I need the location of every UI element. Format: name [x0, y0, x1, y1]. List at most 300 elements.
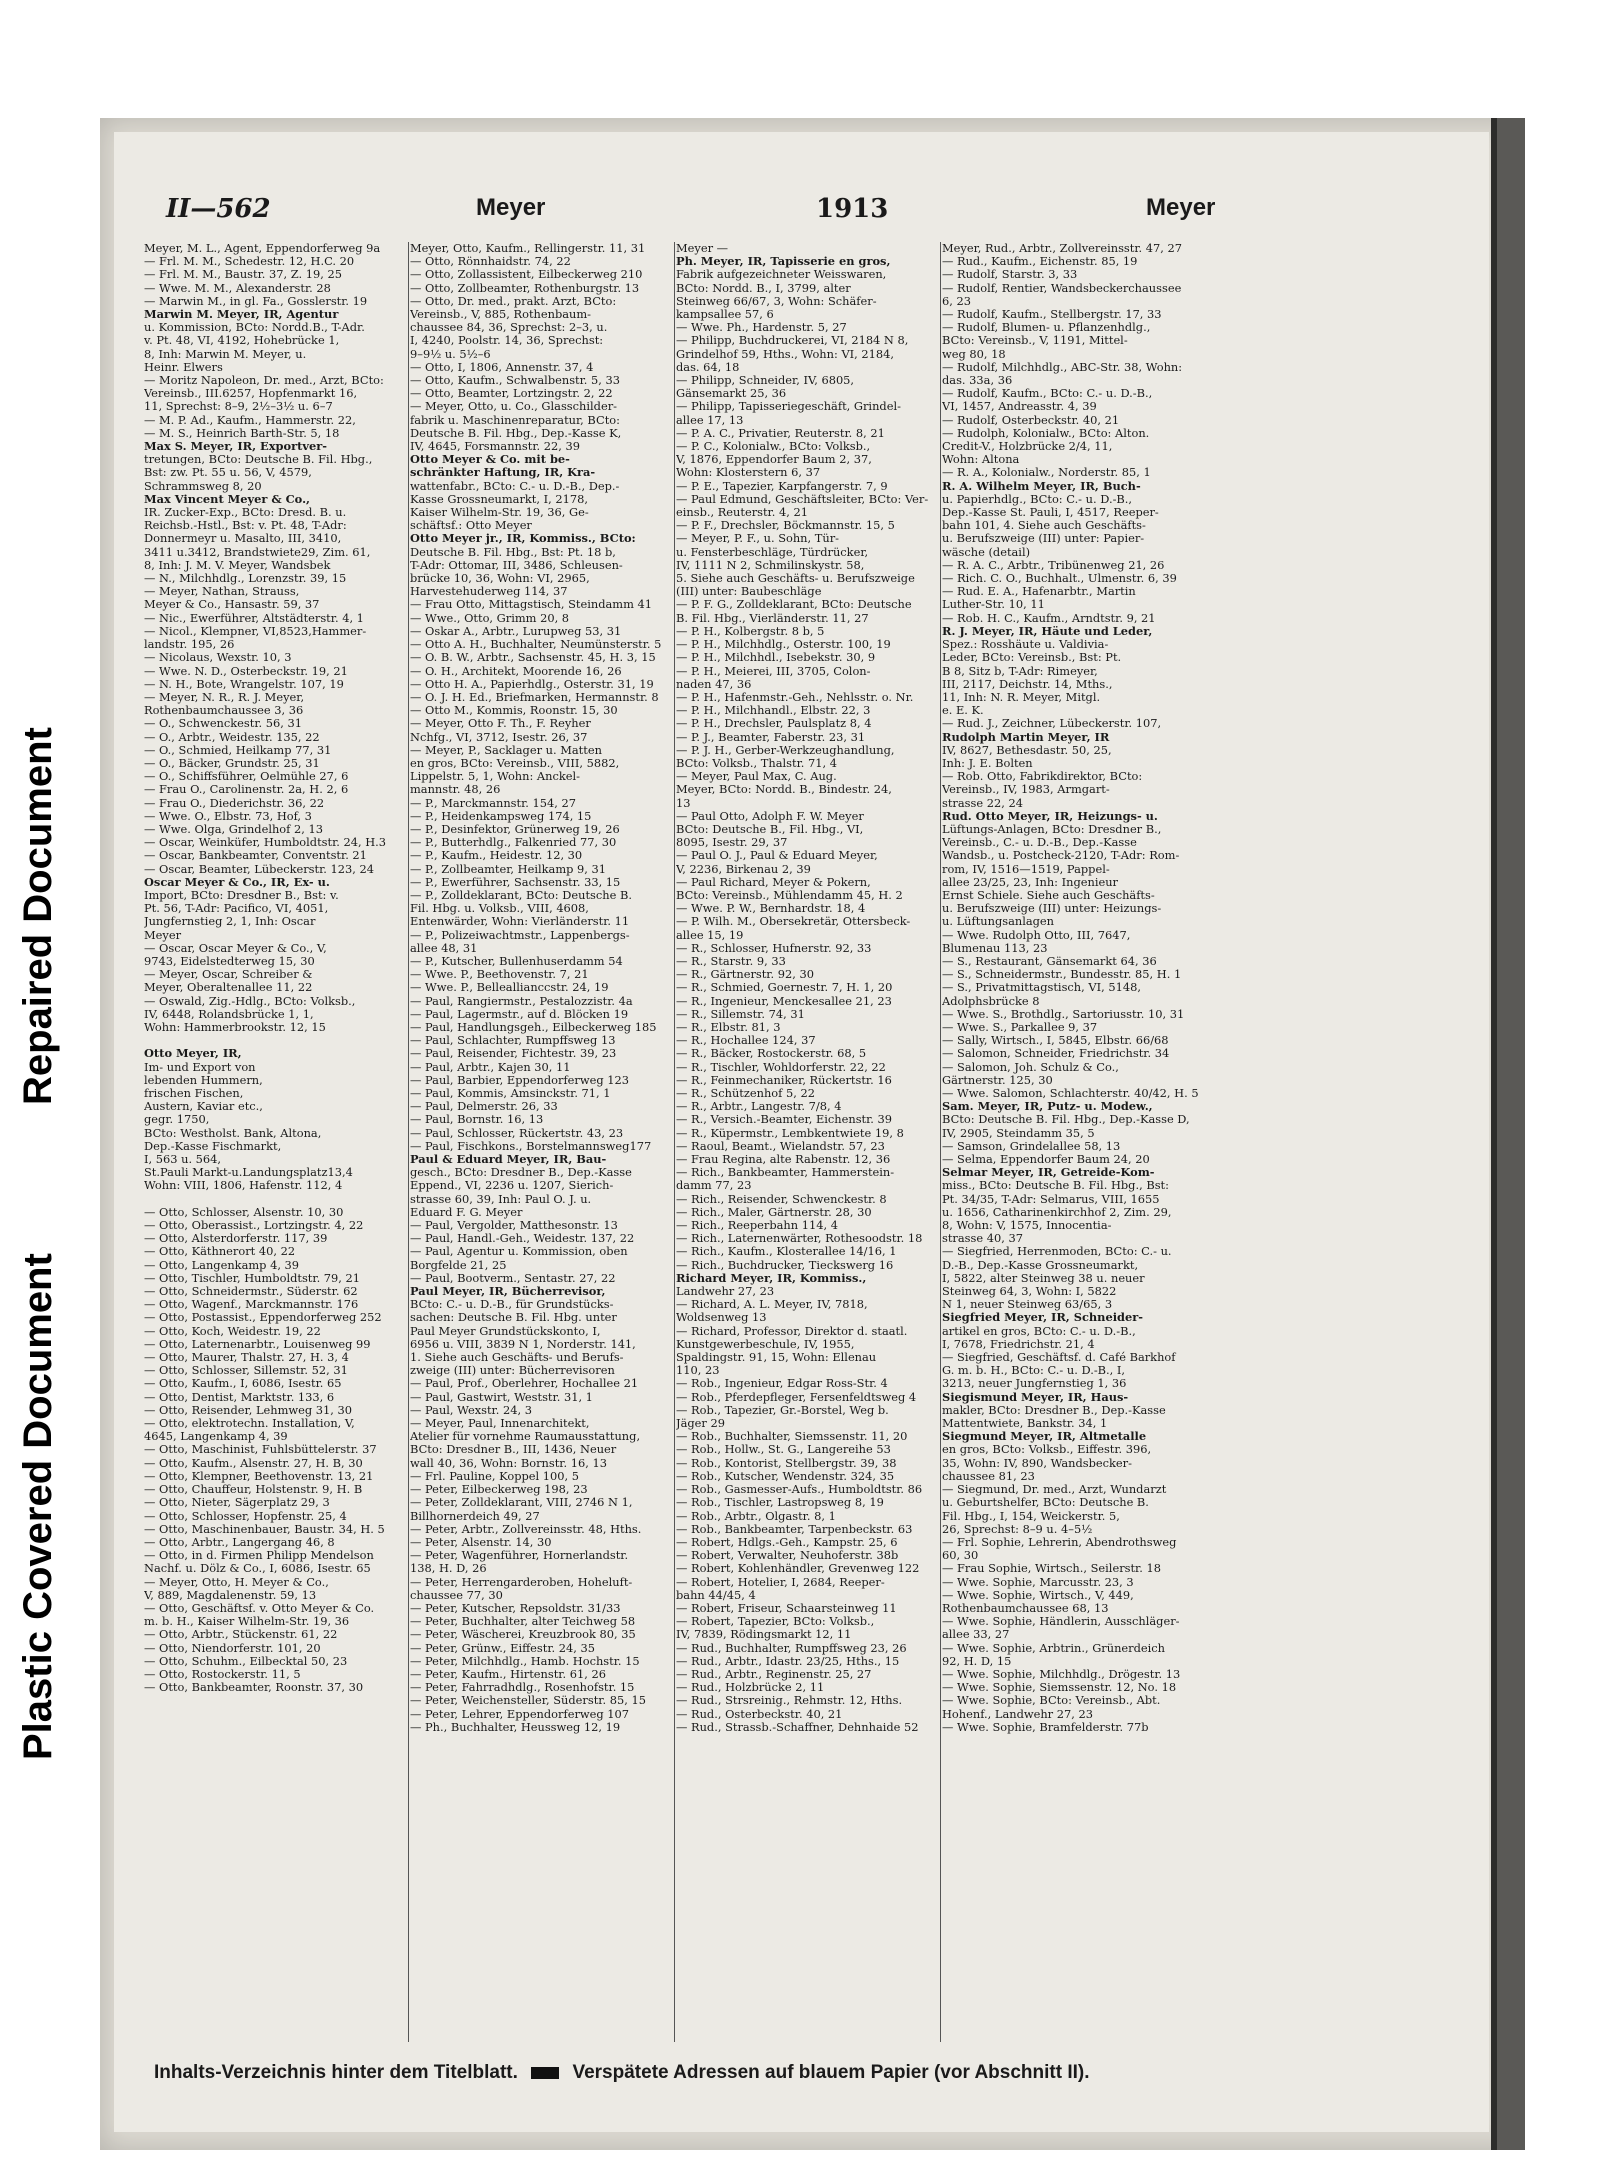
directory-entry-line: — Paul, Arbtr., Kajen 30, 11 [410, 1060, 571, 1074]
directory-entry-line: Richard Meyer, IR, Kommiss., [676, 1271, 867, 1285]
directory-entry-line: Paul & Eduard Meyer, IR, Bau- [410, 1153, 607, 1167]
directory-entry-line: G. m. b. H., BCto: C.- u. D.-B., I, [942, 1364, 1126, 1378]
directory-entry-line: — Wwe. Olga, Grindelhof 2, 13 [144, 822, 323, 836]
directory-entry-line: Kasse Grossneumarkt, I, 2178, [410, 492, 588, 506]
directory-entry-line: Meyer, M. L., Agent, Eppendorferweg 9a [144, 242, 381, 255]
directory-entry-line: — R. A., Kolonialw., Norderstr. 85, 1 [942, 466, 1151, 480]
directory-entry-line: lebenden Hummern, [144, 1073, 263, 1087]
directory-entry-line: — Peter, Zolldeklarant, VIII, 2746 N 1, [410, 1496, 633, 1510]
directory-entry-line: Lüftungs-Anlagen, BCto: Dresdner B., [942, 822, 1162, 836]
directory-entry-line: — Meyer, Otto, H. Meyer & Co., [144, 1575, 329, 1589]
directory-entry-line: — Peter, Arbtr., Zollvereinsstr. 48, Hths. [410, 1522, 642, 1536]
directory-entry-line: Steinweg 64, 3, Wohn: I, 5822 [942, 1285, 1117, 1299]
directory-entry-line: — Wwe. Sophie, BCto: Vereinsb., Abt. [942, 1694, 1161, 1708]
directory-entry-line: Wohn: Altona [942, 453, 1020, 467]
directory-entry-line: — Otto, Maschinist, Fuhlsbüttelerstr. 37 [144, 1443, 377, 1457]
column-3 [676, 242, 938, 2042]
directory-entry-line: Blumenau 113, 23 [942, 941, 1048, 955]
directory-entry-line: IV, 2905, Steindamm 35, 5 [942, 1126, 1095, 1140]
directory-entry-line: gesch., BCto: Dresdner B., Dep.-Kasse [410, 1166, 632, 1180]
directory-entry-line: 11, Sprechst: 8–9, 2½–3½ u. 6–7 [144, 400, 333, 414]
directory-entry-line: Meyer & Co., Hansastr. 59, 37 [144, 598, 320, 612]
directory-entry-line: Austern, Kaviar etc., [144, 1100, 263, 1114]
directory-entry-line: — Wwe. P., Belleallianccstr. 24, 19 [410, 981, 609, 995]
directory-entry-line: Rothenbaumchaussee 68, 13 [942, 1601, 1109, 1615]
directory-entry-line: zweige (III) unter: Bücherrevisoren [410, 1364, 615, 1378]
directory-entry-line: Donnermeyr u. Masalto, III, 3410, [144, 532, 342, 546]
directory-entry-line: 4645, Langenkamp 4, 39 [144, 1430, 288, 1444]
directory-entry-line: kampsallee 57, 6 [676, 308, 774, 322]
directory-entry-line: Billhornerdeich 49, 27 [410, 1509, 540, 1523]
directory-entry-line: — Wwe. Salomon, Schlachterstr. 40/42, H. 5 [942, 1087, 1199, 1100]
directory-entry-line: — Otto, Kaufm., I, 6086, Isestr. 65 [144, 1377, 342, 1391]
directory-entry-line: 35, Wohn: IV, 890, Wandsbecker- [942, 1456, 1132, 1470]
directory-entry-line: Hohenf., Landwehr 27, 23 [942, 1707, 1093, 1721]
directory-entry-line: — Otto, Schuhm., Eilbecktal 50, 23 [144, 1654, 348, 1668]
directory-entry-line: Siegmund Meyer, IR, Altmetalle [942, 1430, 1147, 1444]
directory-entry-line: — Otto, Schlosser, Hopfenstr. 25, 4 [144, 1509, 347, 1523]
directory-entry-line: — Paul Richard, Meyer & Pokern, [676, 875, 871, 889]
directory-entry-line: — Frl. M. M., Baustr. 37, Z. 19, 25 [144, 268, 342, 282]
directory-entry-line: — Rud., Arbtr., Reginenstr. 25, 27 [676, 1667, 872, 1681]
directory-entry-line: — Rich., Kaufm., Klosterallee 14/16, 1 [676, 1245, 897, 1259]
directory-entry-line: Adolphsbrücke 8 [942, 994, 1040, 1008]
footer-index-note: Inhalts-Verzeichnis hinter dem Titelblatt. [154, 2062, 518, 2083]
directory-entry-line: — Rich., Laternenwärter, Rothesoodstr. 18 [676, 1232, 923, 1246]
running-head-year: 1913 [816, 194, 889, 224]
column-rule [940, 242, 941, 2042]
directory-entry-line: — R., Schlosser, Hufnerstr. 92, 33 [676, 941, 872, 955]
directory-entry-line: — Meyer, P., Sacklager u. Matten [410, 743, 602, 757]
directory-entry-line: — Peter, Lehrer, Eppendorferweg 107 [410, 1707, 630, 1721]
directory-entry-line: — R., Elbstr. 81, 3 [676, 1020, 781, 1034]
directory-entry-line: — Rich., Buchdrucker, Tieckswerg 16 [676, 1258, 894, 1272]
directory-entry-line: bahn 101, 4. Siehe auch Geschäfts- [942, 519, 1146, 533]
footer-note [154, 2062, 1214, 2092]
directory-entry-line: wattenfabr., BCto: C.- u. D.-B., Dep.- [410, 479, 620, 493]
directory-entry-line: 3213, neuer Jungfernstieg 1, 36 [942, 1377, 1127, 1391]
directory-entry-line: — O. H., Architekt, Moorende 16, 26 [410, 664, 622, 678]
directory-entry-line: — Rob., Buchhalter, Siemssenstr. 11, 20 [676, 1430, 908, 1444]
directory-entry-line: — Rudolf, Kaufm., Stellbergstr. 17, 33 [942, 308, 1162, 322]
directory-entry-line: — P. H., Kolbergstr. 8 b, 5 [676, 624, 825, 638]
directory-entry-line: artikel en gros, BCto: C.- u. D.-B., [942, 1324, 1136, 1338]
directory-entry-line: — Otto, Schlosser, Alsenstr. 10, 30 [144, 1205, 344, 1219]
directory-entry-line: — Rob., Hollw., St. G., Langereihe 53 [676, 1443, 891, 1457]
directory-entry-line: — Philipp, Schneider, IV, 6805, [676, 374, 855, 388]
directory-entry-line: IR. Zucker-Exp., BCto: Dresd. B. u. [144, 506, 347, 520]
repaired-document-label: Repaired Document [16, 727, 60, 1105]
directory-entry-line: R. A. Wilhelm Meyer, IR, Buch- [942, 479, 1141, 493]
directory-entry-line: — P. H., Milchhandl., Elbstr. 22, 3 [676, 704, 871, 718]
directory-entry-line: — Meyer, Paul, Innenarchitekt, [410, 1417, 590, 1431]
directory-entry-line: BCto: Westholst. Bank, Altona, [144, 1126, 322, 1140]
directory-entry-line: Jungfernstieg 2, 1, Inh: Oscar [144, 915, 316, 929]
directory-entry-line: 6, 23 [942, 294, 971, 308]
directory-entry-line: — Frau Otto, Mittagstisch, Steindamm 41 [410, 598, 653, 612]
directory-entry-line: Max S. Meyer, IR, Exportver- [144, 440, 327, 454]
column-1 [144, 242, 406, 2042]
directory-entry-line: BCto: Nordd. B., I, 3799, alter [676, 281, 851, 295]
directory-entry-line: — Philipp, Tapisseriegeschäft, Grindel- [676, 400, 901, 414]
directory-entry-line: Spaldingstr. 91, 15, Wohn: Ellenau [676, 1351, 877, 1365]
directory-entry-line: Borgfelde 21, 25 [410, 1258, 507, 1272]
directory-entry-line: — P. E., Tapezier, Karpfangerstr. 7, 9 [676, 479, 888, 493]
directory-entry-line: — Wwe. Sophie, Händlerin, Ausschläger- [942, 1615, 1180, 1629]
directory-entry-line: — Meyer, Otto, u. Co., Glasschilder- [410, 400, 617, 414]
directory-entry-line [144, 1034, 406, 1047]
directory-entry-line: I, 7678, Friedrichstr. 21, 4 [942, 1337, 1095, 1351]
directory-entry-line: strasse 22, 24 [942, 796, 1023, 810]
directory-entry-line: das. 64, 18 [676, 360, 740, 374]
directory-entry-line: — Rud., Strassb.-Schaffner, Dehnhaide 52 [676, 1720, 919, 1734]
directory-entry-line: BCto: Vereinsb., V, 1191, Mittel- [942, 334, 1128, 348]
directory-entry-line: IV, 4645, Forsmannstr. 22, 39 [410, 440, 580, 454]
directory-entry-line: — Otto, Wagenf., Marckmannstr. 176 [144, 1298, 359, 1312]
directory-entry-line: — Wwe. Sophie, Arbtrin., Grünerdeich [942, 1641, 1165, 1655]
running-head-left-word: Meyer [476, 194, 546, 221]
directory-entry-line: — Rich., Maler, Gärtnerstr. 28, 30 [676, 1205, 872, 1219]
footer-late-addresses-note: Verspätete Adressen auf blauem Papier (vor Abschnitt II). [572, 2062, 1090, 2083]
directory-entry-line: — O., Schwenckestr. 56, 31 [144, 717, 302, 731]
directory-entry-line: Dep.-Kasse St. Pauli, I, 4517, Reeper- [942, 506, 1159, 520]
directory-entry-line: — P., Butterhdlg., Falkenried 77, 30 [410, 836, 617, 850]
directory-entry-line: Steinweg 66/67, 3, Wohn: Schäfer- [676, 294, 877, 308]
directory-entry-line: — Otto, Kaufm., Schwalbenstr. 5, 33 [410, 374, 621, 388]
directory-entry-line: u. 1656, Catharinenkirchhof 2, Zim. 29, [942, 1205, 1172, 1219]
directory-entry-line: — Otto, Beamter, Lortzingstr. 2, 22 [410, 387, 613, 401]
directory-entry-line: IV, 7839, Rödingsmarkt 12, 11 [676, 1628, 852, 1642]
directory-entry-line: Siegismund Meyer, IR, Haus- [942, 1390, 1129, 1404]
directory-entry-line: — Wwe. Sophie, Bramfelderstr. 77b [942, 1720, 1149, 1734]
directory-entry-line: — Rud., Strsreinig., Rehmstr. 12, Hths. [676, 1694, 903, 1708]
directory-entry-line: — Rob., Gasmesser-Aufs., Humboldtstr. 86 [676, 1483, 923, 1497]
directory-entry-line: — Otto, Dentist, Marktstr. 133, 6 [144, 1390, 335, 1404]
directory-entry-line: IV, 8627, Bethesdastr. 50, 25, [942, 743, 1112, 757]
directory-entry-line: BCto: Deutsche B., Fil. Hbg., VI, [676, 822, 864, 836]
directory-entry-line: naden 47, 36 [676, 677, 752, 691]
directory-entry-line: Meyer [144, 928, 182, 942]
directory-entry-line: das. 33a, 36 [942, 374, 1013, 388]
directory-entry-line: — Peter, Milchhdlg., Hamb. Hochstr. 15 [410, 1654, 640, 1668]
directory-entry-line: 92, H. D, 15 [942, 1654, 1012, 1668]
directory-entry-line: Fabrik aufgezeichneter Weisswaren, [676, 268, 887, 282]
directory-entry-line: — P., Kaufm., Heidestr. 12, 30 [410, 849, 583, 863]
directory-entry-line: — Otto, Schneidermstr., Süderstr. 62 [144, 1285, 358, 1299]
directory-entry-line: I, 563 u. 564, [144, 1153, 222, 1167]
column-rule [674, 242, 675, 2042]
directory-entry-line: — Richard, Professor, Direktor d. staatl. [676, 1324, 908, 1338]
directory-entry-line: — Paul Edmund, Geschäftsleiter, BCto: Ver- [676, 492, 929, 506]
plastic-covered-label: Plastic Covered Document [16, 1253, 60, 1760]
directory-entry-line: — Frau O., Carolinenstr. 2a, H. 2, 6 [144, 783, 349, 797]
directory-entry-line: — R., Ingenieur, Menckesallee 21, 23 [676, 994, 892, 1008]
directory-entry-line: — Rudolf, Rentier, Wandsbeckerchaussee [942, 281, 1182, 295]
directory-entry-line: — Otto, Langenkamp 4, 39 [144, 1258, 300, 1272]
directory-entry-line: — Otto, Niendorferstr. 101, 20 [144, 1641, 321, 1655]
directory-entry-line: Luther-Str. 10, 11 [942, 598, 1045, 612]
directory-entry-line: — Wwe. S., Parkallee 9, 37 [942, 1020, 1098, 1034]
directory-entry-line: — P. Wilh. M., Obersekretär, Ottersbeck- [676, 915, 911, 929]
directory-entry-line: Ph. Meyer, IR, Tapisserie en gros, [676, 255, 891, 269]
directory-entry-line: — Paul, Fischkons., Borstelmannsweg177 [410, 1139, 652, 1153]
directory-entry-line: — Otto, Zollbeamter, Rothenburgstr. 13 [410, 281, 640, 295]
directory-entry-line: Otto Meyer jr., IR, Kommiss., BCto: [410, 532, 636, 546]
directory-entry-line: V, 2236, Birkenau 2, 39 [676, 862, 811, 876]
directory-entry-line: — Otto H. A., Papierhdlg., Osterstr. 31, 19 [410, 677, 654, 691]
directory-entry-line: Max Vincent Meyer & Co., [144, 492, 311, 506]
directory-entry-line: Vereinsb., C.- u. D.-B., Dep.-Kasse [942, 836, 1137, 850]
directory-entry-line: — Oswald, Zig.-Hdlg., BCto: Volksb., [144, 994, 356, 1008]
directory-entry-line: Rud. Otto Meyer, IR, Heizungs- u. [942, 809, 1158, 823]
directory-entry-line: Paul Meyer, IR, Bücherrevisor, [410, 1285, 606, 1299]
directory-entry-line: Sam. Meyer, IR, Putz- u. Modew., [942, 1100, 1153, 1114]
directory-entry-line: — Rud., Kaufm., Eichenstr. 85, 19 [942, 255, 1138, 269]
directory-entry-line: schäftsf.: Otto Meyer [410, 519, 532, 533]
directory-entry-line: Credit-V., Holzbrücke 2/4, 11, [942, 440, 1113, 454]
directory-entry-line: — S., Privatmittagstisch, VI, 5148, [942, 981, 1141, 995]
directory-entry-line: — M. P. Ad., Kaufm., Hammerstr. 22, [144, 413, 356, 427]
directory-entry-line: — Frl. Sophie, Lehrerin, Abendrothsweg [942, 1535, 1177, 1549]
directory-entry-line: — Peter, Kaufm., Hirtenstr. 61, 26 [410, 1667, 606, 1681]
directory-entry-line: — R., Sillemstr. 74, 31 [676, 1007, 805, 1021]
directory-entry-line: — Sally, Wirtsch., I, 5845, Elbstr. 66/68 [942, 1034, 1169, 1048]
directory-entry-line: — Meyer, Paul Max, C. Aug. [676, 770, 837, 784]
directory-entry-line: — Wwe. O., Elbstr. 73, Hof, 3 [144, 809, 312, 823]
directory-entry-line: Wohn: Klosterstern 6, 37 [676, 466, 821, 480]
directory-entry-line: gegr. 1750, [144, 1113, 210, 1127]
directory-entry-line: 26, Sprechst: 8–9 u. 4–5½ [942, 1522, 1093, 1536]
directory-entry-line: — P. J., Beamter, Faberstr. 23, 31 [676, 730, 866, 744]
directory-entry-line: Pt. 56, T-Adr: Pacifico, VI, 4051, [144, 902, 329, 916]
directory-entry-line: 8095, Isestr. 29, 37 [676, 836, 788, 850]
directory-entry-line: — Richard, A. L. Meyer, IV, 7818, [676, 1298, 868, 1312]
directory-entry-line: u. Geburtshelfer, BCto: Deutsche B. [942, 1496, 1149, 1510]
directory-entry-line: D.-B., Dep.-Kasse Grossneumarkt, [942, 1258, 1139, 1272]
scanned-page [100, 118, 1525, 2150]
directory-entry-line: — R., Hochallee 124, 37 [676, 1034, 816, 1048]
directory-entry-line: — Samson, Grindelallee 58, 13 [942, 1139, 1121, 1153]
directory-entry-line: — P. H., Drechsler, Paulsplatz 8, 4 [676, 717, 872, 731]
directory-entry-line: — Paul, Schlachter, Rumpffsweg 13 [410, 1034, 616, 1048]
directory-entry-line: III, 2117, Deichstr. 14, Mths., [942, 677, 1113, 691]
directory-entry-line: — Rich. C. O., Buchhalt., Ulmenstr. 6, 39 [942, 572, 1177, 586]
directory-entry-line: — Rud., Buchhalter, Rumpffsweg 23, 26 [676, 1641, 907, 1655]
directory-entry-line: — Otto A. H., Buchhalter, Neumünsterstr. 5 [410, 638, 662, 652]
directory-entry-line: — P. C., Kolonialw., BCto: Volksb., [676, 440, 871, 454]
directory-entry-line: — Salomon, Joh. Schulz & Co., [942, 1060, 1119, 1074]
directory-entry-line: — Paul, Gastwirt, Weststr. 31, 1 [410, 1390, 593, 1404]
directory-entry-line: — O. B. W., Arbtr., Sachsenstr. 45, H. 3, 15 [410, 651, 656, 665]
directory-entry-line: — Raoul, Beamt., Wielandstr. 57, 23 [676, 1139, 885, 1153]
directory-entry-line: — Otto, elektrotechn. Installation, V, [144, 1417, 355, 1431]
directory-entry-line: — Wwe. P., Beethovenstr. 7, 21 [410, 968, 589, 982]
directory-entry-line: — P. H., Meierei, III, 3705, Colon- [676, 664, 871, 678]
directory-entry-line: miss., BCto: Deutsche B. Fil. Hbg., Bst: [942, 1179, 1169, 1193]
directory-entry-line: — O., Arbtr., Weidestr. 135, 22 [144, 730, 320, 744]
directory-entry-line: makler, BCto: Dresdner B., Dep.-Kasse [942, 1403, 1166, 1417]
directory-entry-line: — Peter, Kutscher, Repsoldstr. 31/33 [410, 1601, 621, 1615]
directory-entry-line: V, 889, Magdalenenstr. 59, 13 [144, 1588, 317, 1602]
directory-entry-line: strasse 60, 39, Inh: Paul O. J. u. [410, 1192, 592, 1206]
directory-entry-line: allee 15, 19 [676, 928, 744, 942]
directory-entry-line: — P. H., Milchhdl., Isebekstr. 30, 9 [676, 651, 876, 665]
directory-entry-line: — Peter, Wagenführer, Hornerlandstr. [410, 1549, 629, 1563]
directory-entry-line: — Paul, Bornstr. 16, 13 [410, 1113, 544, 1127]
directory-entry-line: — Otto, Maurer, Thalstr. 27, H. 3, 4 [144, 1351, 349, 1365]
directory-entry-line: Otto Meyer, IR, [144, 1047, 242, 1061]
directory-entry-line: brücke 10, 36, Wohn: VI, 2965, [410, 572, 590, 586]
directory-entry-line: sachen: Deutsche B. Fil. Hbg. unter [410, 1311, 617, 1325]
directory-entry-line: — Paul O. J., Paul & Eduard Meyer, [676, 849, 878, 863]
directory-entry-line: — Salomon, Schneider, Friedrichstr. 34 [942, 1047, 1170, 1061]
directory-entry-line: — Wwe. S., Brothdlg., Sartoriusstr. 10, 31 [942, 1007, 1185, 1021]
directory-entry-line: — Rudolf, Milchhdlg., ABC-Str. 38, Wohn: [942, 360, 1183, 374]
directory-entry-line: — R. A. C., Arbtr., Tribünenweg 21, 26 [942, 558, 1165, 572]
directory-entry-line: — Oscar, Bankbeamter, Conventstr. 21 [144, 849, 367, 863]
directory-entry-line: — Otto, Dr. med., prakt. Arzt, BCto: [410, 294, 617, 308]
directory-entry-line: allee 33, 27 [942, 1628, 1010, 1642]
directory-entry-line: — Peter, Fahrradhdlg., Rosenhofstr. 15 [410, 1681, 635, 1695]
directory-entry-line: BCto: Volksb., Thalstr. 71, 4 [676, 756, 837, 770]
directory-entry-line: — P., Zolldeklarant, BCto: Deutsche B. [410, 888, 632, 902]
directory-entry-line: — Frau O., Diederichstr. 36, 22 [144, 796, 325, 810]
directory-entry-line: Grindelhof 59, Hths., Wohn: VI, 2184, [676, 347, 895, 361]
page-number: II—562 [166, 194, 271, 224]
directory-entry-line: — Otto, Laternenarbtr., Louisenweg 99 [144, 1337, 371, 1351]
directory-entry-line: — Wwe. Sophie, Siemssenstr. 12, No. 18 [942, 1681, 1177, 1695]
directory-entry-line: — Siegmund, Dr. med., Arzt, Wundarzt [942, 1483, 1167, 1497]
directory-entry-line: — Otto, I, 1806, Annenstr. 37, 4 [410, 360, 594, 374]
directory-entry-line: — R., Arbtr., Langestr. 7/8, 4 [676, 1100, 842, 1114]
directory-entry-line: — Frau Regina, alte Rabenstr. 12, 36 [676, 1153, 891, 1167]
directory-entry-line: — Otto, Oberassist., Lortzingstr. 4, 22 [144, 1219, 364, 1233]
directory-entry-line: Harvestehuderweg 114, 37 [410, 585, 568, 599]
directory-entry-line: Eduard F. G. Meyer [410, 1205, 523, 1219]
directory-entry-line: Mattentwiete, Bankstr. 34, 1 [942, 1417, 1108, 1431]
directory-entry-line: — Rud., Holzbrücke 2, 11 [676, 1681, 825, 1695]
directory-entry-line: — P. H., Hafenmstr.-Geh., Nehlsstr. o. Nr. [676, 690, 914, 704]
directory-entry-line: — Otto, Rostockerstr. 11, 5 [144, 1667, 301, 1681]
directory-entry-line: bahn 44/45, 4 [676, 1588, 756, 1602]
directory-entry-line: Wohn: Hammerbrookstr. 12, 15 [144, 1020, 326, 1034]
directory-entry-line: — Marwin M., in gl. Fa., Gosslerstr. 19 [144, 294, 368, 308]
directory-entry-line: — Wwe. Sophie, Milchhdlg., Drögestr. 13 [942, 1667, 1181, 1681]
directory-entry-line: N 1, neuer Steinweg 63/65, 3 [942, 1298, 1113, 1312]
directory-entry-line: — Meyer, P. F., u. Sohn, Tür- [676, 532, 839, 546]
directory-entry-line: — Paul, Lagermstr., auf d. Blöcken 19 [410, 1007, 629, 1021]
directory-entry-line: — Paul, Prof., Oberlehrer, Hochallee 21 [410, 1377, 639, 1391]
directory-entry-line: Siegfried Meyer, IR, Schneider- [942, 1311, 1143, 1325]
directory-entry-line: chaussee 84, 36, Sprechst: 2–3, u. [410, 321, 608, 335]
directory-entry-line: — P., Marckmannstr. 154, 27 [410, 796, 577, 810]
directory-entry-line: Inh: J. E. Bolten [942, 756, 1033, 770]
directory-entry-line: — Rich., Bankbeamter, Hammerstein- [676, 1166, 895, 1180]
directory-entry-line: — Wwe., Otto, Grimm 20, 8 [410, 611, 570, 625]
directory-entry-line: u. Lüftungsanlagen [942, 915, 1055, 929]
directory-entry-line: — R., Bäcker, Rostockerstr. 68, 5 [676, 1047, 867, 1061]
directory-entry-line: landstr. 195, 26 [144, 638, 235, 652]
directory-entry-line: — O. J. H. Ed., Briefmarken, Hermannstr. 8 [410, 690, 659, 704]
directory-entry-line: — Wwe. Sophie, Marcusstr. 23, 3 [942, 1575, 1134, 1589]
directory-entry-line: Vereinsb., III.6257, Hopfenmarkt 16, [144, 387, 358, 401]
directory-entry-line: — Oscar, Beamter, Lübeckerstr. 123, 24 [144, 862, 374, 876]
binding-edge [1497, 118, 1525, 2150]
directory-entry-line: schränkter Haftung, IR, Kra- [410, 466, 596, 480]
directory-entry-line: BCto: Vereinsb., Mühlendamm 45, H. 2 [676, 888, 903, 902]
directory-entry-line: Leder, BCto: Vereinsb., Bst: Pt. [942, 651, 1122, 665]
directory-entry-line: Deutsche B. Fil. Hbg., Dep.-Kasse K, [410, 426, 622, 440]
directory-entry-line: Nchfg., VI, 3712, Isestr. 26, 37 [410, 730, 588, 744]
directory-entry-line: — Paul, Barbier, Eppendorferweg 123 [410, 1073, 630, 1087]
running-head-right-word: Meyer [1146, 194, 1216, 221]
directory-entry-line: — Robert, Kohlenhändler, Grevenweg 122 [676, 1562, 920, 1576]
directory-entry-line: I, 5822, alter Steinweg 38 u. neuer [942, 1271, 1145, 1285]
directory-entry-line: Im- und Export von [144, 1060, 256, 1074]
directory-entry-line: Atelier für vornehme Raumausstattung, [410, 1430, 641, 1444]
directory-entry-line: — Otto, Kaufm., Alsenstr. 27, H. B, 30 [144, 1456, 363, 1470]
directory-entry-line: Jäger 29 [676, 1417, 725, 1431]
directory-entry-line: — P. F. G., Zolldeklarant, BCto: Deutsche [676, 598, 912, 612]
directory-entry-line: — Paul, Reisender, Fichtestr. 39, 23 [410, 1047, 617, 1061]
directory-entry-line: — R., Feinmechaniker, Rückertstr. 16 [676, 1073, 892, 1087]
directory-entry-line: — Frl. M. M., Schedestr. 12, H.C. 20 [144, 255, 355, 269]
directory-entry-line: — Wwe. N. D., Osterbeckstr. 19, 21 [144, 664, 348, 678]
directory-entry-line: — Siegfried, Herrenmoden, BCto: C.- u. [942, 1245, 1172, 1259]
directory-entry-line: — Peter, Weichensteller, Süderstr. 85, 15 [410, 1694, 646, 1708]
column-2 [410, 242, 672, 2042]
directory-entry-line: — Rob., Kutscher, Wendenstr. 324, 35 [676, 1469, 895, 1483]
directory-entry-line: Wandsb., u. Postcheck-2120, T-Adr: Rom- [942, 849, 1180, 863]
column-4 [942, 242, 1204, 2042]
directory-entry-line: 60, 30 [942, 1549, 979, 1563]
directory-entry-line: 11, Inh: N. R. Meyer, Mitgl. [942, 690, 1101, 704]
directory-entry-line: — Rudolf, Osterbeckstr. 40, 21 [942, 413, 1120, 427]
directory-entry-line: weg 80, 18 [942, 347, 1006, 361]
directory-entry-line: Oscar Meyer & Co., IR, Ex- u. [144, 875, 330, 889]
directory-entry-line: — R., Schmied, Goernestr. 7, H. 1, 20 [676, 981, 893, 995]
directory-entry-line: — R., Gärtnerstr. 92, 30 [676, 968, 814, 982]
directory-entry-line: — Otto, Käthnerort 40, 22 [144, 1245, 296, 1259]
directory-entry-line: B. Fil. Hbg., Vierländerstr. 11, 27 [676, 611, 869, 625]
directory-entry-line: v. Pt. 48, VI, 4192, Hohebrücke 1, [144, 334, 340, 348]
directory-entry-line: Landwehr 27, 23 [676, 1285, 775, 1299]
directory-entry-line: — Peter, Alsenstr. 14, 30 [410, 1535, 552, 1549]
directory-entry-line: Marwin M. Meyer, IR, Agentur [144, 308, 339, 322]
directory-entry-line: — O., Schmied, Heilkamp 77, 31 [144, 743, 332, 757]
directory-entry-line: 110, 23 [676, 1364, 720, 1378]
directory-entry-line: Schrammsweg 8, 20 [144, 479, 262, 493]
directory-entry-line: Nachf. u. Dölz & Co., I, 6086, Isestr. 65 [144, 1562, 371, 1576]
directory-entry-line: Meyer, Otto, Kaufm., Rellingerstr. 11, 31 [410, 242, 646, 255]
directory-entry-line: — Otto M., Kommis, Roonstr. 15, 30 [410, 704, 618, 718]
directory-entry-line: Bst: zw. Pt. 55 u. 56, V, 4579, [144, 466, 312, 480]
directory-entry-line: Wohn: VIII, 1806, Hafenstr. 112, 4 [144, 1179, 343, 1193]
directory-entry-line: — Otto, Koch, Weidestr. 19, 22 [144, 1324, 321, 1338]
directory-entry-line: — Wwe. Sophie, Wirtsch., V, 449, [942, 1588, 1134, 1602]
directory-entry-line: — Otto, in d. Firmen Philipp Mendelson [144, 1549, 374, 1563]
directory-entry-line: 3411 u.3412, Brandstwiete29, Zim. 61, [144, 545, 371, 559]
directory-entry-line: Reichsb.-Hstl., Bst: v. Pt. 48, T-Adr: [144, 519, 347, 533]
directory-entry-line: — Paul, Wexstr. 24, 3 [410, 1403, 532, 1417]
directory-entry-line: u. Fensterbeschläge, Türdrücker, [676, 545, 869, 559]
directory-entry-line: — Otto, Alsterdorferstr. 117, 39 [144, 1232, 328, 1246]
side-labels [0, 0, 95, 2177]
directory-entry-line: Import, BCto: Dresdner B., Bst: v. [144, 888, 339, 902]
directory-entry-line: Lippelstr. 5, 1, Wohn: Anckel- [410, 770, 581, 784]
directory-entry-line: — Rud. E. A., Hafenarbtr., Martin [942, 585, 1136, 599]
directory-entry-line: — Otto, Nieter, Sägerplatz 29, 3 [144, 1496, 330, 1510]
